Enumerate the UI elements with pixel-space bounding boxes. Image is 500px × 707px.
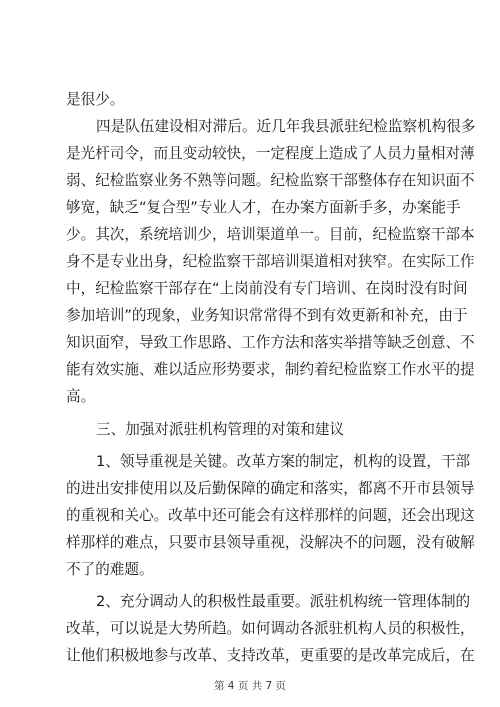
text-line: 能有效实施、难以适应形势要求，制约着纪检监察工作水平的提 [66,361,475,378]
section-heading: 三、加强对派驻机构管理的对策和建议 [96,421,345,438]
text-line: 身不是专业出身，纪检监察干部培训渠道相对狭窄。在实际工作 [66,253,475,270]
text-line: 够宽，缺乏“复合型”专业人才，在办案方面新手多，办案能手 [66,199,461,216]
paragraph-first-line: 四是队伍建设相对滞后。近几年我县派驻纪检监察机构很多 [96,118,476,135]
text-line: 是很少。 [66,91,125,108]
page-number: 第 4 页 共 7 页 [213,680,287,692]
text-line: 不了的难题。 [66,561,154,578]
text-line: 的进出安排使用以及后勤保障的确定和落实，都离不开市县领导 [66,480,475,497]
text-line: 是光杆司令，而且变动较快，一定程度上造成了人员力量相对薄 [66,145,475,162]
text-line: 让他们积极地参与改革、支持改革，更重要的是改革完成后，在 [66,647,475,664]
text-line: 中，纪检监察干部存在“上岗前没有专门培训、在岗时没有时间 [66,280,468,297]
text-line: 参加培训”的现象，业务知识常常得不到有效更新和补充，由于 [66,307,468,324]
text-line: 少。其次，系统培训少，培训渠道单一。目前，纪检监察干部本 [66,226,475,243]
text-line: 的重视和关心。改革中还可能会有这样那样的问题，还会出现这 [66,507,475,524]
text-line: 样那样的难点，只要市县领导重视，没解决不的问题，没有破解 [66,534,475,551]
text-line: 高。 [66,388,96,405]
paragraph-first-line: 1、领导重视是关键。改革方案的制定，机构的设置，干部 [96,453,471,470]
text-line: 改革，可以说是大势所趋。如何调动各派驻机构人员的积极性， [66,620,475,637]
paragraph-first-line: 2、充分调动人的积极性最重要。派驻机构统一管理体制的 [96,593,471,610]
text-line: 知识面窄，导致工作思路、工作方法和落实举措等缺乏创意、不 [66,334,475,351]
text-line: 弱、纪检监察业务不熟等问题。纪检监察干部整体存在知识面不 [66,172,475,189]
